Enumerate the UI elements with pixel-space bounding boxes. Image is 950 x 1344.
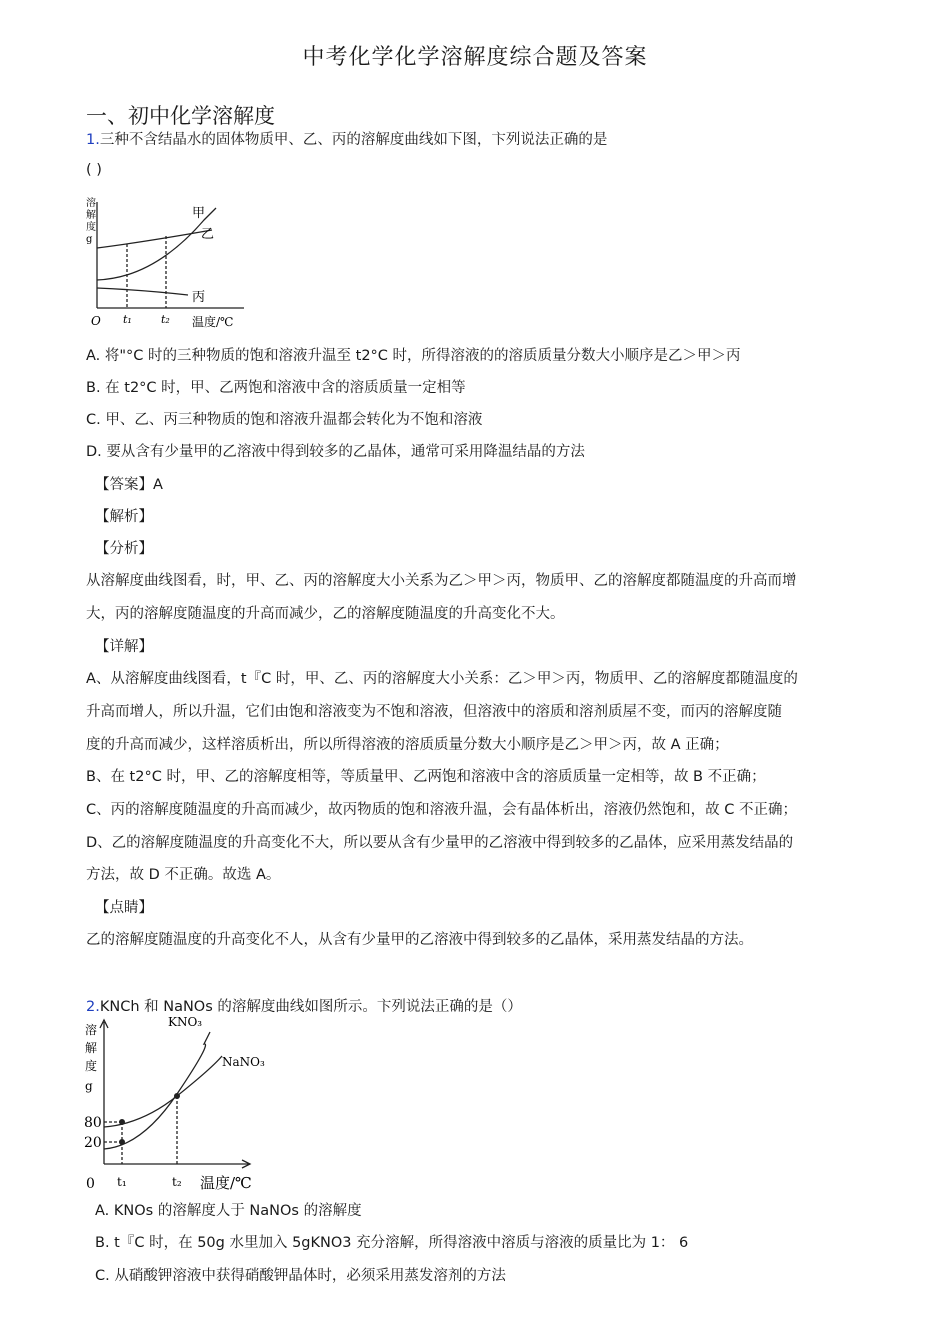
question-1-paren: ( ) bbox=[86, 162, 102, 178]
x-axis-label: 温度/℃ bbox=[192, 315, 234, 329]
origin-label: O bbox=[91, 314, 101, 328]
y-tick-20: 20 bbox=[84, 1135, 102, 1151]
curve-yi bbox=[97, 230, 212, 248]
solubility-chart-2 bbox=[82, 1014, 282, 1194]
curve-label-kno3: KNO₃ bbox=[168, 1015, 203, 1029]
detail-line-7: 方法，故 D 不正确。故选 A。 bbox=[86, 867, 281, 883]
y-label-char-2: 解 bbox=[85, 1041, 98, 1055]
curve-nano3 bbox=[104, 1056, 222, 1127]
dianjing-tag: 【点睛】 bbox=[95, 900, 153, 916]
curve-label-yi: 乙 bbox=[201, 227, 215, 242]
y-label-char-1: 溶 bbox=[85, 1023, 98, 1037]
curve-kno3 bbox=[104, 1032, 210, 1149]
question-2-number: 2. bbox=[86, 999, 100, 1015]
option-c: C. 甲、乙、丙三种物质的饱和溶液升温都会转化为不饱和溶液 bbox=[86, 412, 483, 428]
tick-t1: t₁ bbox=[117, 1175, 127, 1189]
analysis-line-2: 大，丙的溶解度随温度的升高而减少，乙的溶解度随温度的升高变化不大。 bbox=[86, 606, 565, 622]
point-t1-kno3 bbox=[119, 1139, 125, 1145]
section-heading: 一、初中化学溶解度 bbox=[86, 104, 275, 128]
point-t2-intersect bbox=[174, 1093, 180, 1099]
y-label-char-3: 度 bbox=[86, 222, 96, 233]
detail-line-4: B、在 t2°C 时，甲、乙的溶解度相等，等质量甲、乙两饱和溶液中含的溶质质量一定相等，故 B 不正确； bbox=[86, 769, 766, 785]
fenxi-tag: 【分析】 bbox=[95, 541, 153, 557]
xiangjie-tag: 【详解】 bbox=[95, 639, 153, 655]
y-label-char-2: 解 bbox=[86, 210, 96, 221]
option-d: D. 要从含有少量甲的乙溶液中得到较多的乙晶体，通常可采用降温结晶的方法 bbox=[86, 444, 585, 460]
q2-option-c: C. 从硝酸钾溶液中获得硝酸钾晶体时，必须采用蒸发溶剂的方法 bbox=[95, 1268, 506, 1284]
q2-option-a: A. KNOs 的溶解度人于 NaNOs 的溶解度 bbox=[95, 1203, 362, 1219]
y-tick-80: 80 bbox=[84, 1115, 102, 1131]
tick-t2: t₂ bbox=[172, 1175, 182, 1189]
answer-tag: 【答案】A bbox=[95, 477, 163, 493]
curve-label-nano3: NaNO₃ bbox=[222, 1055, 265, 1069]
question-2-stem: 2.KNCh 和 NaNOs 的溶解度曲线如图所示。卞列说法正确的是（） bbox=[86, 999, 522, 1015]
point-t1-nano3 bbox=[119, 1119, 125, 1125]
y-label-char-3: 度 bbox=[85, 1059, 98, 1073]
curve-label-bing: 丙 bbox=[192, 290, 206, 305]
solubility-chart-1 bbox=[84, 190, 254, 332]
x-axis-label: 温度/℃ bbox=[200, 1174, 252, 1192]
question-1-stem: 1.三种不含结晶水的固体物质甲、乙、丙的溶解度曲线如下图，卞列说法正确的是 bbox=[86, 132, 608, 148]
summary-line: 乙的溶解度随温度的升高变化不人，从含有少量甲的乙溶液中得到较多的乙晶体，采用蒸发结晶的方法。 bbox=[86, 932, 753, 948]
detail-line-1: A、从溶解度曲线图看，t『C 时，甲、乙、丙的溶解度大小关系：乙＞甲＞丙，物质甲、乙的溶解度都随温度的 bbox=[86, 671, 798, 687]
detail-line-2: 升高而增人，所以升温，它们由饱和溶液变为不饱和溶液，但溶液中的溶质和溶剂质屋不变，而丙的溶解度随 bbox=[86, 704, 782, 720]
y-label-char-4: g bbox=[85, 1079, 93, 1093]
option-a: A. 将"°C 时的三种物质的饱和溶液升温至 t2°C 时，所得溶液的的溶质质量分数大小顺序是乙＞甲＞丙 bbox=[86, 348, 741, 364]
y-label-char-1: 溶 bbox=[86, 198, 96, 209]
y-label-char-4: g bbox=[86, 234, 93, 245]
tick-t2: t₂ bbox=[161, 313, 170, 326]
analysis-line-1: 从溶解度曲线图看，时，甲、乙、丙的溶解度大小关系为乙＞甲＞丙，物质甲、乙的溶解度都随温度的升高而增 bbox=[86, 573, 797, 589]
jiexi-tag: 【解析】 bbox=[95, 509, 153, 525]
question-1-number: 1. bbox=[86, 132, 100, 148]
page-title: 中考化学化学溶解度综合题及答案 bbox=[302, 45, 648, 70]
curve-bing bbox=[97, 288, 188, 295]
q2-option-b: B. t『C 时，在 50g 水里加入 5gKNO3 充分溶解，所得溶液中溶质与溶液的质量比为 1： 6 bbox=[95, 1235, 689, 1251]
option-b: B. 在 t2°C 时，甲、乙两饱和溶液中含的溶质质量一定相等 bbox=[86, 380, 466, 396]
detail-line-6: D、乙的溶解度随温度的升高变化不大，所以要从含有少量甲的乙溶液中得到较多的乙晶体，应采用蒸发结晶的 bbox=[86, 835, 794, 851]
detail-line-5: C、丙的溶解度随温度的升高而减少，故丙物质的饱和溶液升温，会有晶体析出，溶液仍然饱和，故 C 不正确； bbox=[86, 802, 797, 818]
origin-label: 0 bbox=[86, 1176, 95, 1192]
tick-t1: t₁ bbox=[123, 313, 132, 326]
detail-line-3: 度的升高而减少，这样溶质析出，所以所得溶液的溶质质量分数大小顺序是乙＞甲＞丙，故 A 正确； bbox=[86, 737, 729, 753]
curve-label-jia: 甲 bbox=[192, 206, 206, 221]
